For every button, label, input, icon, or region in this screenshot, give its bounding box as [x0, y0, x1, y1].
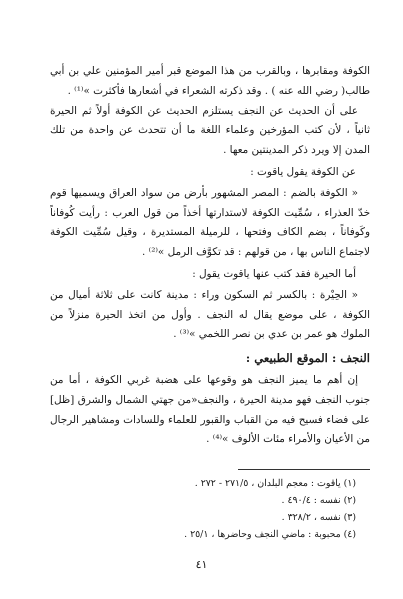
page-body — [50, 62, 370, 543]
intro-paragraph-continuation: الكوفة ومقابرها ، وبالقرب من هذا الموضع قبر أمير المؤمنين علي بن أبي طالب( رضي الله عنه ) . وقد ذكرته الشعراء في أشعارها فأكثرت »⁽¹⁾ . — [50, 65, 370, 97]
footnote-3: (٣) نفسه ، ٣٢٨/٢ . — [281, 511, 356, 523]
kufa-quote-title: عن الكوفة يقول ياقوت : — [250, 165, 356, 178]
geography-paragraph: إن أهم ما يميز النجف هو وقوعها على هضبة غربي الكوفة ، أما من جنوب النجف فهو مدينة الحيرة ، والنجف«من جهتي الشمال والشرق [ظل] على فضاء فسيح فيه من القباب والقبور للعلماء وللسادات ومشاهير الرجال من الأعيان والأمراء مئات الألوف »⁽⁴⁾ . — [50, 373, 370, 446]
hira-quote-title: أما الحيرة فقد كتب عنها ياقوت يقول : — [192, 267, 356, 280]
kufa-hira-paragraph: على أن الحديث عن النجف يستلزم الحديث عن الكوفة أولاً ثم الحيرة ثانياً ، لأن كتب المؤرخين وعلماء اللغة ما أن تتحدث عن واحدة من تلك المدن إلا ويرد ذكر المدينتين معها . — [50, 104, 370, 157]
footnotes — [50, 476, 370, 543]
footnote-divider — [238, 469, 370, 470]
hira-quote: « الحِيْرة : بالكسر ثم السكون وراء : مدينة كانت على ثلاثة أميال من الكوفة ، على موضع يقال له النجف . وأول من اتخذ الحيرة منزلاً من الملوك هو عمر بن عدي بن نصر اللخمي »⁽³⁾ . — [50, 288, 370, 341]
page-number: ٤١ — [195, 558, 208, 571]
section-heading: النجف : الموقع الطبيعي : — [245, 351, 370, 366]
kufa-quote: « الكوفة بالضم : المصر المشهور بأرض من سواد العراق ويسميها قوم خدّ العذراء ، سُمِّيت الكوفة لاستدارتها أخذاً من قول العرب : رأيت كُوفاناً وكَوفاناً ، بضم الكاف وفتحها ، للرميلة المستديرة ، وقيل سُمِّيت الكوفة لاجتماع الناس بها ، من قولهم : قد تكوَّف الرمل »⁽²⁾ . — [50, 186, 370, 259]
footnote-2: (٢) نفسه : ٤٩٠/٤ . — [281, 494, 356, 506]
footnote-1: (١) ياقوت : معجم البلدان ، ٢٧١/٥ - ٢٧٢ . — [194, 478, 356, 490]
footnote-4: (٤) محبوبة : ماضي النجف وحاضرها ، ٢٥/١ . — [184, 528, 356, 540]
